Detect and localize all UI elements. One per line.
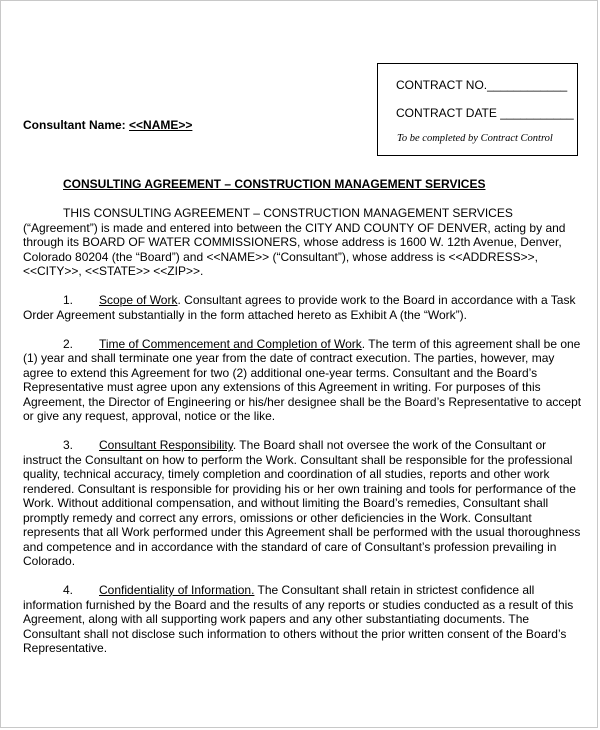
contract-control-box	[377, 63, 578, 156]
section-text: . Consultant agrees to provide work to the Board in accordance with a Task Order Agreement substantially in the form attached hereto as Exhibit A (the “Work”).	[23, 293, 576, 322]
section-3	[23, 438, 583, 569]
consultant-name-line	[23, 118, 192, 132]
consultant-name-placeholder: <<NAME>>	[129, 118, 193, 132]
section-number: 3.	[63, 438, 74, 452]
intro-paragraph	[23, 206, 583, 279]
intro-text: THIS CONSULTING AGREEMENT – CONSTRUCTION MANAGEMENT SERVICES (“Agreement”) is made and entered into between the CITY AND COUNTY OF DENVER, acting by and through its BOARD OF WATER COMMISSIONERS, whose address is 1600 W. 12th Avenue, Denver, Colorado 80204 (the “Board”) and <<NAME>> (“Consultant”), whose address is <<ADDRESS>>, <<CITY>>, <<STATE>> <<ZIP>>.	[23, 206, 566, 278]
section-text: . The term of this agreement shall be one (1) year and shall terminate one year from the date of contract execution. The parties, however, may agree to extend this Agreement for two (2) additional one-year terms. Consultant and the Board’s Representative must agree upon any extensions of this Agreement in writing. For purposes of this Agreement, the Director of Engineering or his/her designee shall be the Board’s Representative to accept or give any request, approval, notice or the like.	[23, 336, 582, 423]
section-heading: Confidentiality of Information.	[99, 583, 255, 597]
section-number: 4.	[63, 583, 74, 597]
contract-date-field[interactable]: CONTRACT DATE ___________	[396, 106, 574, 120]
section-number: 1.	[63, 293, 74, 307]
section-4	[23, 583, 583, 656]
section-number: 2.	[63, 336, 74, 351]
section-heading: Consultant Responsibility	[99, 438, 233, 452]
section-heading: Time of Commencement and Completion of Work	[99, 336, 362, 351]
contract-control-note: To be completed by Contract Control	[397, 133, 553, 144]
document-title: CONSULTING AGREEMENT – CONSTRUCTION MANAGEMENT SERVICES	[63, 177, 486, 191]
section-text: . The Board shall not oversee the work of the Consultant or instruct the Consultant on how to perform the Work. Consultant shall be responsible for the professional quality, technical accuracy, timely completion and coordination of all studies, reports and other work rendered. Consultant is responsible for providing his or her own training and tools for performance of the Work. Without additional compensation, and without limiting the Board’s remedies, Consultant shall promptly remedy and correct any errors, omissions or other deficiencies in the Work. Consultant represents that all Work performed under this Agreement shall be performed with the usual thoroughness and competence and in accordance with the standard of care of Consultant’s profession prevailing in Colorado.	[23, 438, 581, 568]
agreement-body	[23, 206, 583, 670]
section-1	[23, 293, 583, 322]
section-text: The Consultant shall retain in strictest confidence all information furnished by the Board and the results of any reports or studies conducted as a result of this Agreement, along with all supporting work papers and any other substantiating documents. The Consultant shall not disclose such information to others without the prior written consent of the Board’s Representative.	[23, 583, 574, 655]
contract-number-field[interactable]: CONTRACT NO.____________	[396, 78, 568, 92]
section-2	[23, 337, 583, 424]
consultant-name-label: Consultant Name:	[23, 118, 126, 132]
section-heading: Scope of Work	[99, 293, 178, 307]
